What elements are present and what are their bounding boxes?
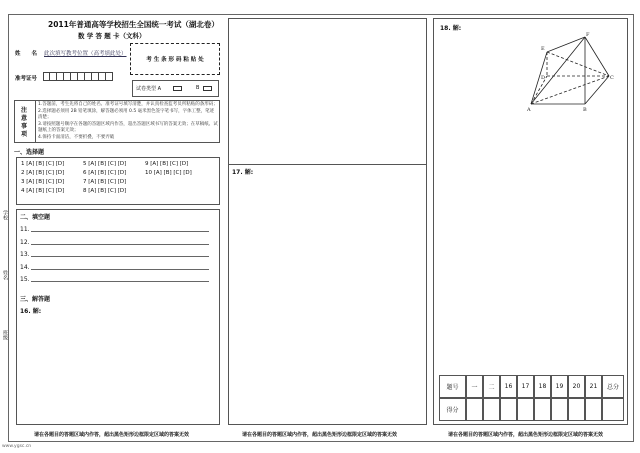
q17-label: 17. 解: xyxy=(232,169,254,176)
note-item: 3.请按照题号顺序在各题的答题区域内作答，超出答题区域书写的答案无效；在草稿纸、试题纸上的答案无效； xyxy=(38,121,218,133)
fill-answer-box xyxy=(16,209,220,425)
notes-box xyxy=(14,100,220,143)
q18-answer-box[interactable] xyxy=(433,18,628,425)
choice-grid xyxy=(16,157,220,205)
section-choice-title: 一、选择题 xyxy=(14,149,45,156)
fill-q14-label: 14. xyxy=(20,264,30,271)
choice-q4[interactable]: 4 [A] [B] [C] [D] xyxy=(21,188,65,194)
score-cell[interactable] xyxy=(500,398,517,421)
score-header: 题号 xyxy=(439,375,466,398)
score-row-label: 得分 xyxy=(439,398,466,421)
note-item: 2.选择题必须用 2B 铅笔填涂，解答题必须用 0.5 毫米黑色签字笔书写，字体工整，笔迹清楚； xyxy=(38,108,215,120)
vertex-f-label: F xyxy=(586,32,590,38)
choice-q5[interactable]: 5 [A] [B] [C] [D] xyxy=(83,161,127,167)
score-cell[interactable] xyxy=(534,398,551,421)
vertex-c-label: C xyxy=(610,75,614,81)
fill-q11-label: 11. xyxy=(20,226,30,233)
paper-type-box xyxy=(132,80,219,97)
footer-note-2: 请在各题目的答题区域内作答，超出黑色矩形边框限定区域的答案无效 xyxy=(242,432,398,438)
fill-q14-line[interactable] xyxy=(31,269,209,270)
side-label-class: 班级 xyxy=(2,330,8,340)
vertex-a-label: A xyxy=(527,107,531,113)
side-label-school: 学校 xyxy=(2,210,8,220)
choice-q3[interactable]: 3 [A] [B] [C] [D] xyxy=(21,179,65,185)
name-field[interactable]: 此次填写教考位置（高考填此处） xyxy=(44,51,127,57)
score-header: 一 xyxy=(466,375,483,398)
fill-q11-line[interactable] xyxy=(31,231,209,232)
paper-type-a-checkbox[interactable] xyxy=(173,86,182,91)
paper-type-a-label: 试卷类型 A xyxy=(136,86,162,92)
side-label-name: 姓名 xyxy=(2,270,8,280)
score-header: 二 xyxy=(483,375,500,398)
fill-q15-label: 15. xyxy=(20,276,30,283)
choice-q8[interactable]: 8 [A] [B] [C] [D] xyxy=(83,188,127,194)
note-item: 4.保持卡面清洁，不要折叠，不要弄破 xyxy=(38,134,115,140)
choice-q10[interactable]: 10 [A] [B] [C] [D] xyxy=(145,170,192,176)
barcode-label: 考 生 条 形 码 粘 贴 处 xyxy=(146,57,204,63)
notes-list xyxy=(38,102,218,141)
fill-q12-label: 12. xyxy=(20,239,30,246)
vertex-e-label: E xyxy=(541,46,545,52)
score-header: 19 xyxy=(551,375,568,398)
barcode-area xyxy=(130,43,220,75)
score-cell[interactable] xyxy=(517,398,534,421)
notes-label: 注意事项 xyxy=(21,107,28,138)
choice-q1[interactable]: 1 [A] [B] [C] [D] xyxy=(21,161,65,167)
footer-note-3: 请在各题目的答题区域内作答，超出黑色矩形边框限定区域的答案无效 xyxy=(448,432,604,438)
fill-q15-line[interactable] xyxy=(31,281,209,282)
choice-q9[interactable]: 9 [A] [B] [C] [D] xyxy=(145,161,189,167)
sheet-title: 2011年普通高等学校招生全国统一考试（湖北卷） xyxy=(48,20,219,29)
score-header: 16 xyxy=(500,375,517,398)
score-cell[interactable] xyxy=(568,398,585,421)
score-header: 21 xyxy=(585,375,602,398)
score-header: 20 xyxy=(568,375,585,398)
fill-q13-line[interactable] xyxy=(31,256,209,257)
score-header: 18 xyxy=(534,375,551,398)
vertex-d-label: D xyxy=(541,75,546,81)
footer-note-1: 请在各题目的答题区域内作答，超出黑色矩形边框限定区域的答案无效 xyxy=(34,432,190,438)
exam-id-label: 准考证号 xyxy=(15,76,38,82)
score-header: 17 xyxy=(517,375,534,398)
choice-q7[interactable]: 7 [A] [B] [C] [D] xyxy=(83,179,127,185)
score-cell[interactable] xyxy=(551,398,568,421)
watermark-url: www.ygsc.cn xyxy=(2,444,32,449)
choice-q2[interactable]: 2 [A] [B] [C] [D] xyxy=(21,170,65,176)
fill-q12-line[interactable] xyxy=(31,244,209,245)
sheet-subtitle: 数 学 答 题 卡（文科） xyxy=(78,32,146,40)
q17-answer-box[interactable] xyxy=(228,18,427,425)
choice-q6[interactable]: 6 [A] [B] [C] [D] xyxy=(83,170,127,176)
name-label: 姓 名 xyxy=(15,51,38,57)
geometry-figure xyxy=(519,29,619,114)
q16-label: 16. 解: xyxy=(20,308,42,315)
score-cell[interactable] xyxy=(602,398,624,421)
paper-type-b-label: B xyxy=(196,85,200,91)
vertex-b-label: B xyxy=(583,107,587,113)
note-item: 1.答题前，考生先将自己的姓名、准考证号填写清楚，并认真检查监考员所粘贴的条形码； xyxy=(38,102,218,107)
score-cell[interactable] xyxy=(483,398,500,421)
score-cell[interactable] xyxy=(585,398,602,421)
section-solve-title: 三、解答题 xyxy=(20,296,51,303)
score-cell[interactable] xyxy=(466,398,483,421)
section-fill-title: 二、填空题 xyxy=(20,214,51,221)
fill-q13-label: 13. xyxy=(20,251,30,258)
score-table xyxy=(439,375,624,421)
q18-label: 18. 解: xyxy=(440,25,462,32)
exam-id-field[interactable] xyxy=(43,72,113,81)
paper-type-b-checkbox[interactable] xyxy=(203,86,212,91)
score-header: 总分 xyxy=(602,375,624,398)
